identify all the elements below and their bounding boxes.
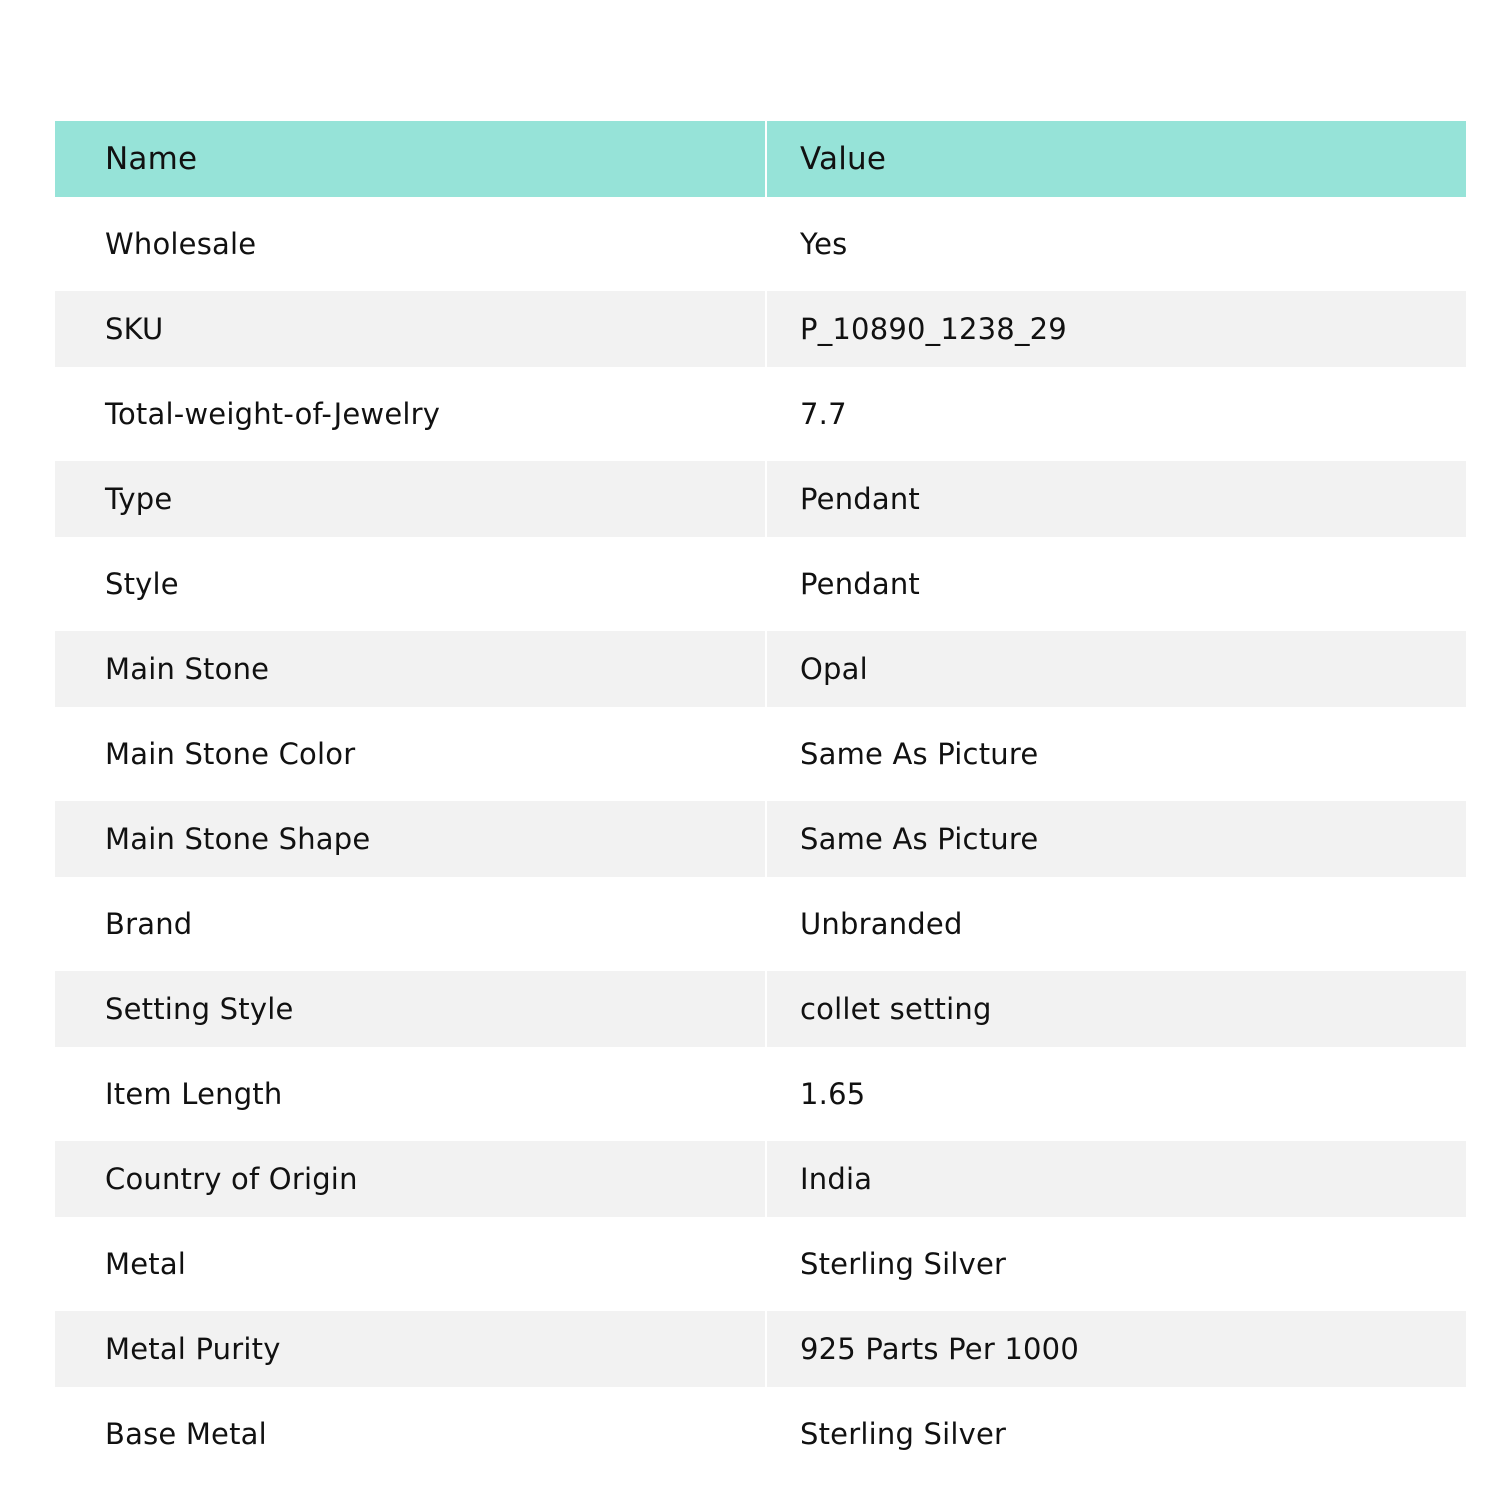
table-row <box>55 461 1466 537</box>
cell-name: Brand <box>105 907 193 941</box>
table-row <box>55 971 1466 1047</box>
cell-value: India <box>766 1141 1466 1217</box>
cell-value: 7.7 <box>766 367 1466 461</box>
cell-name: Main Stone <box>105 652 270 686</box>
cell-value: Pendant <box>766 537 1466 631</box>
cell-value: Pendant <box>766 461 1466 537</box>
cell-name: Main Stone Shape <box>105 822 371 856</box>
table-row <box>55 877 1466 971</box>
table-row <box>55 1387 1466 1481</box>
cell-value: collet setting <box>766 971 1466 1047</box>
header-name: Name <box>105 141 198 177</box>
cell-name: Main Stone Color <box>105 737 356 771</box>
header-value: Value <box>766 121 1466 197</box>
table-row <box>55 1311 1466 1387</box>
cell-name: Style <box>105 567 179 601</box>
table-header-row <box>55 121 1466 197</box>
table-row <box>55 801 1466 877</box>
cell-value: Yes <box>766 197 1466 291</box>
cell-name: Metal <box>105 1247 187 1281</box>
cell-value: Sterling Silver <box>766 1217 1466 1311</box>
cell-name: Setting Style <box>105 992 294 1026</box>
cell-name: Metal Purity <box>105 1332 281 1366</box>
table-row <box>55 631 1466 707</box>
cell-value: Sterling Silver <box>766 1387 1466 1481</box>
cell-value: 925 Parts Per 1000 <box>766 1311 1466 1387</box>
specifications-table-container <box>55 121 1466 1481</box>
table-row <box>55 197 1466 291</box>
table-row <box>55 707 1466 801</box>
cell-value: 1.65 <box>766 1047 1466 1141</box>
table-row <box>55 1141 1466 1217</box>
cell-name: Item Length <box>105 1077 283 1111</box>
cell-value: Same As Picture <box>766 707 1466 801</box>
table-row <box>55 291 1466 367</box>
table-row <box>55 537 1466 631</box>
cell-name: Type <box>105 482 173 516</box>
cell-value: P_10890_1238_29 <box>766 291 1466 367</box>
cell-value: Same As Picture <box>766 801 1466 877</box>
table-row <box>55 367 1466 461</box>
cell-name: Wholesale <box>105 227 257 261</box>
cell-name: SKU <box>105 312 164 346</box>
specifications-table <box>55 121 1466 1481</box>
cell-value: Opal <box>766 631 1466 707</box>
cell-value: Unbranded <box>766 877 1466 971</box>
cell-name: Total-weight-of-Jewelry <box>105 397 441 431</box>
table-row <box>55 1047 1466 1141</box>
cell-name: Base Metal <box>105 1417 267 1451</box>
cell-name: Country of Origin <box>105 1162 358 1196</box>
table-row <box>55 1217 1466 1311</box>
